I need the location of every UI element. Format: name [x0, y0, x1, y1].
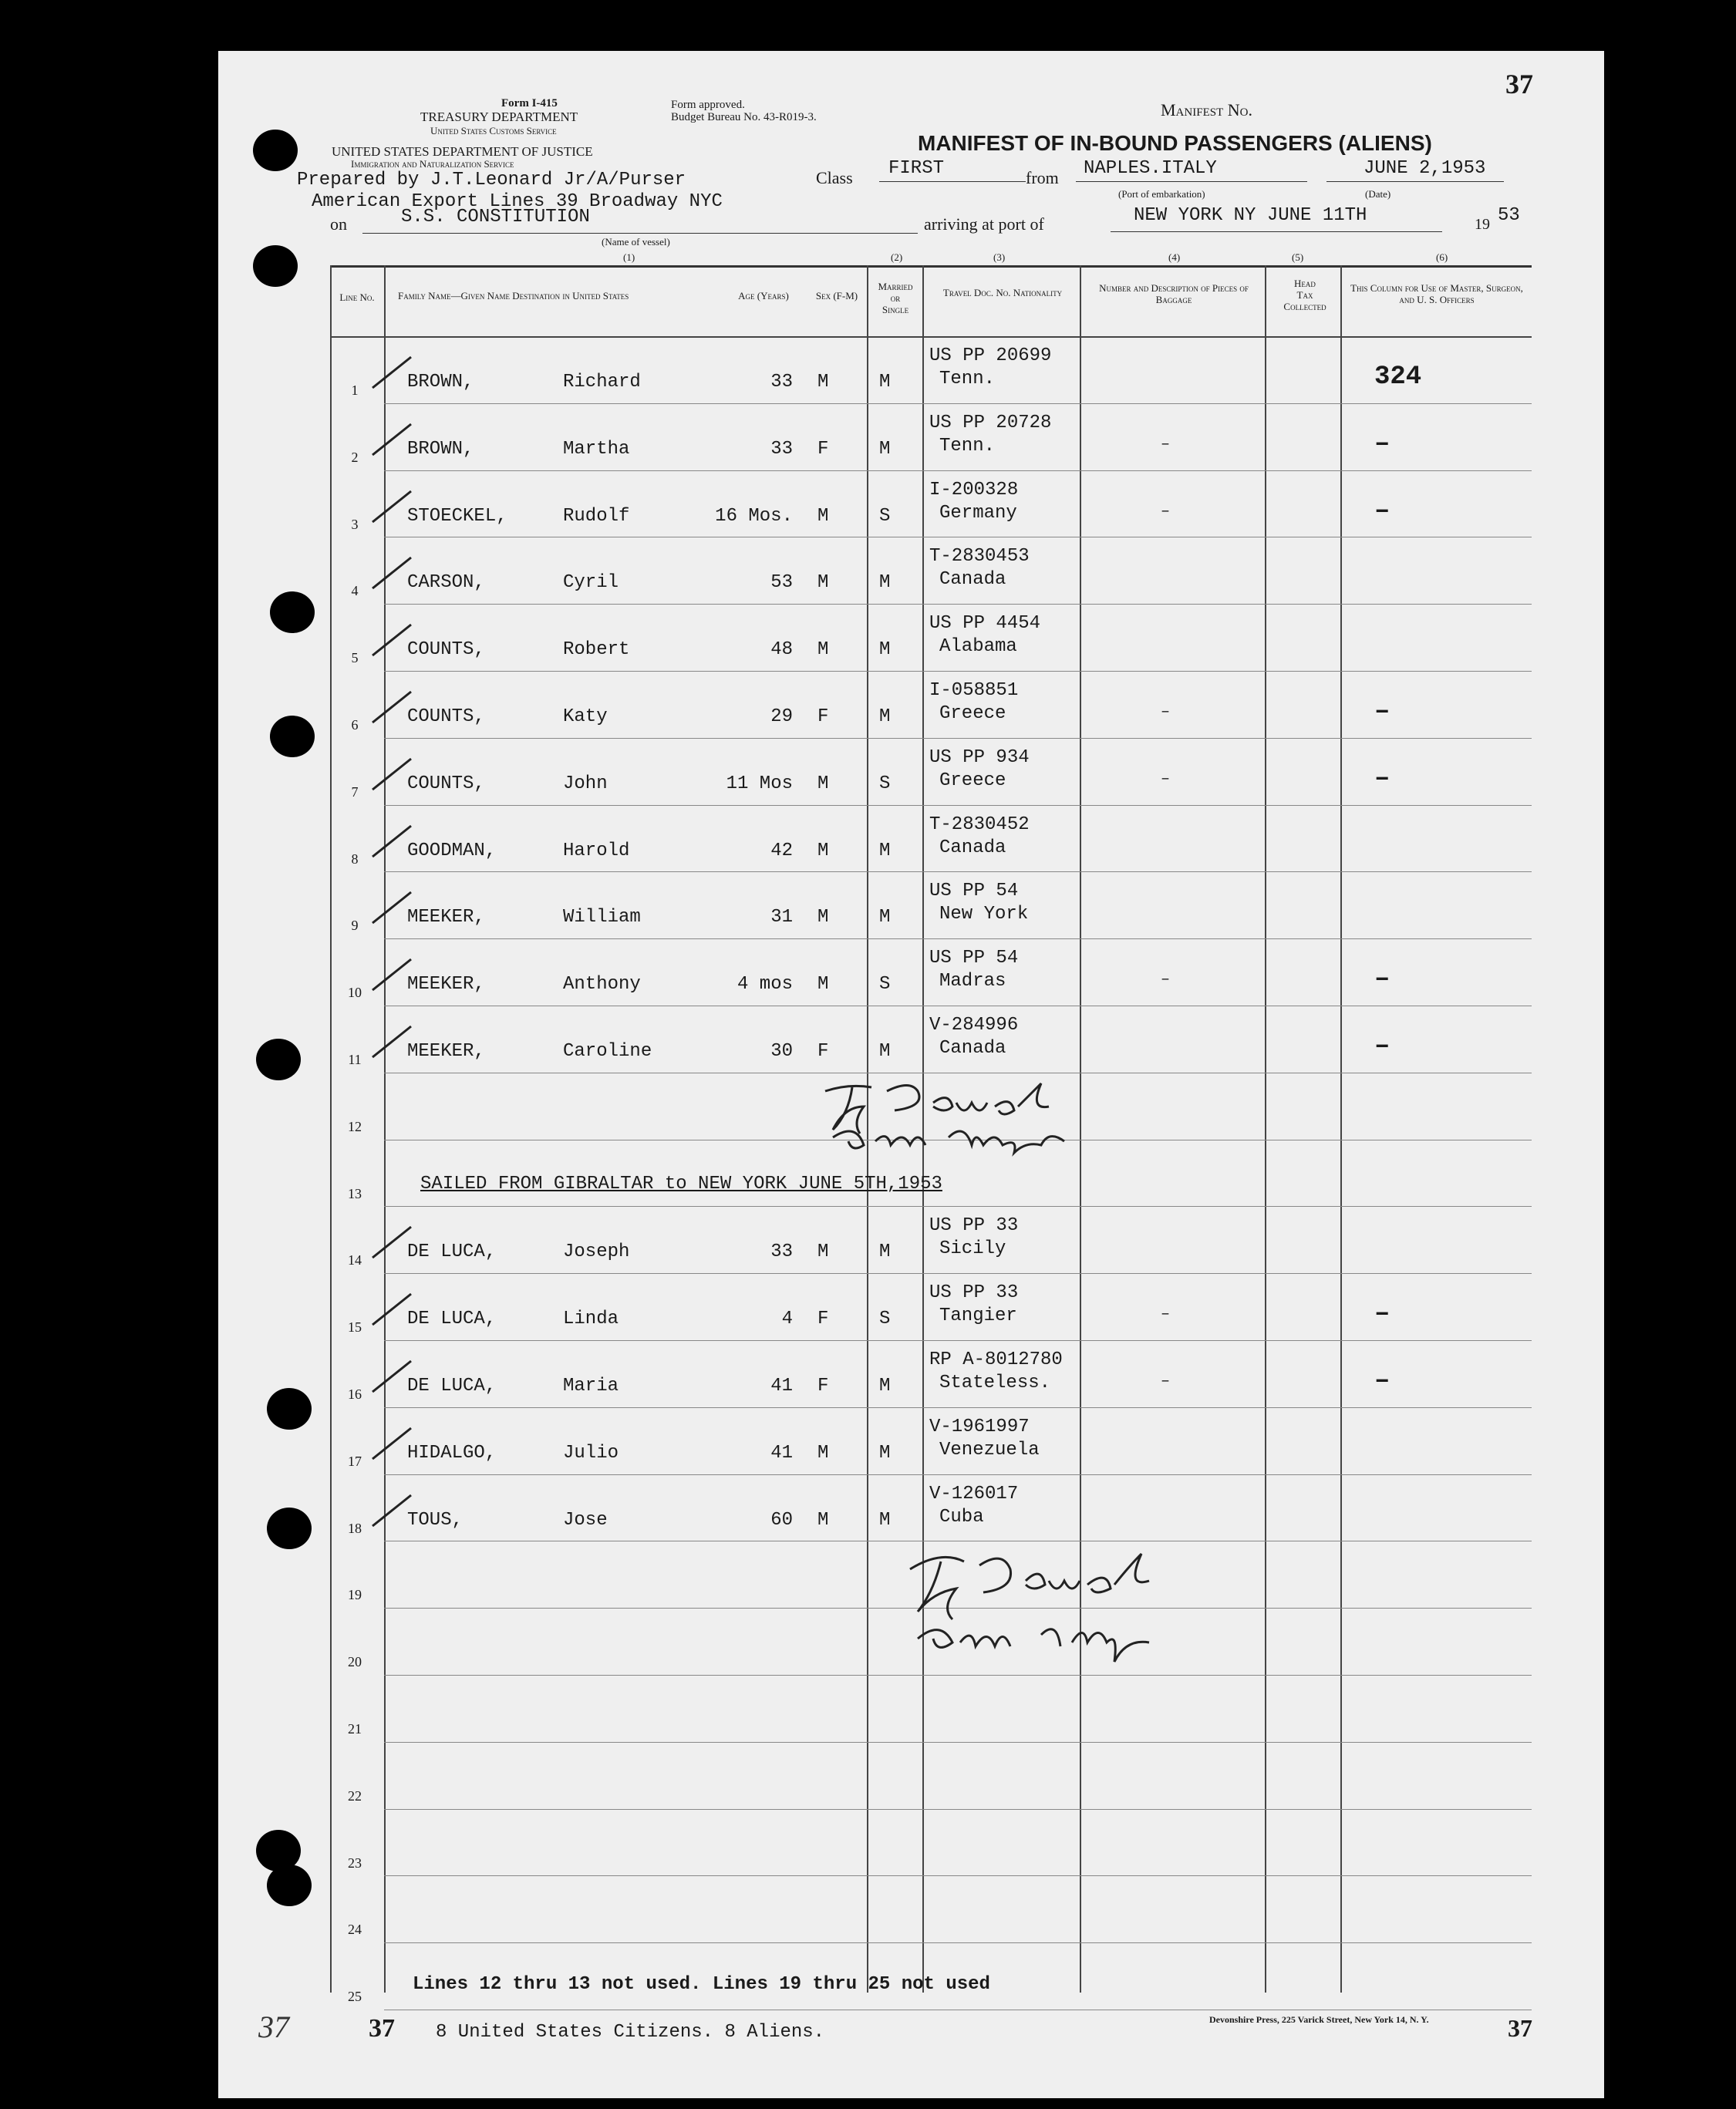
sex: M: [817, 572, 829, 594]
ins-service: Immigration and Naturalization Service: [351, 158, 514, 170]
table-row: [0, 739, 1736, 806]
sex: M: [817, 1241, 829, 1263]
checkmark-icon: [369, 1223, 415, 1262]
manifest-no-label: Manifest No.: [1161, 100, 1252, 120]
col-num-5: (5): [1292, 251, 1304, 263]
punch-hole: [253, 245, 298, 287]
age: 41: [770, 1442, 793, 1464]
sex: F: [817, 706, 829, 727]
marital-status: S: [879, 505, 891, 527]
checkmark-icon: [369, 1022, 415, 1061]
given-name: Anthony: [563, 974, 641, 996]
arrival-port: NEW YORK NY JUNE 11TH: [1134, 205, 1367, 226]
marital-status: S: [879, 974, 891, 996]
line-number: 22: [348, 1787, 362, 1804]
travel-doc-number: US PP 54: [929, 948, 1019, 969]
family-name: MEEKER,: [407, 1041, 485, 1062]
travel-doc-number: US PP 4454: [929, 613, 1041, 635]
sex: F: [817, 1309, 829, 1330]
table-row: [0, 1476, 1736, 1542]
sex: M: [817, 372, 829, 392]
form-approved: Form approved.: [671, 99, 745, 111]
vessel-name: S.S. CONSTITUTION: [401, 207, 590, 227]
row-rule: [384, 1206, 1532, 1207]
age: 33: [770, 1241, 793, 1263]
given-name: Joseph: [563, 1241, 630, 1263]
justice-dept: UNITED STATES DEPARTMENT OF JUSTICE: [332, 144, 593, 159]
officer-note: –: [1374, 965, 1390, 995]
family-name: DE LUCA,: [407, 1241, 497, 1263]
row-rule: [384, 738, 1532, 739]
travel-doc-number: US PP 20728: [929, 412, 1052, 433]
given-name: Robert: [563, 639, 630, 661]
travel-doc-number: US PP 934: [929, 746, 1030, 768]
row-rule: [384, 1340, 1532, 1341]
baggage-mark: –: [1161, 971, 1171, 989]
nationality: Greece: [939, 703, 1006, 724]
line-number: 14: [348, 1252, 362, 1268]
nationality: Sicily: [939, 1238, 1006, 1260]
travel-doc-number: US PP 54: [929, 881, 1019, 902]
given-name: Martha: [563, 438, 630, 460]
marital-status: M: [879, 372, 891, 392]
col-line: Line No.: [339, 291, 375, 303]
line-number: 17: [348, 1453, 362, 1469]
line-number: 5: [351, 650, 359, 666]
marital-status: M: [879, 1376, 891, 1396]
age: 30: [770, 1041, 793, 1062]
age: 29: [770, 706, 793, 727]
nationality: Cuba: [939, 1506, 984, 1528]
family-name: COUNTS,: [407, 639, 485, 661]
baggage-mark: –: [1161, 1305, 1171, 1324]
table-row: [0, 873, 1736, 939]
table-row: [0, 1811, 1736, 1877]
sex: M: [817, 1509, 829, 1531]
nationality: New York: [939, 904, 1029, 925]
col-officers: This Column for Use of Master, Surgeon, and U. S. Officers: [1350, 282, 1523, 305]
checkmark-icon: [369, 1491, 415, 1530]
family-name: TOUS,: [407, 1509, 463, 1531]
baggage-mark: –: [1161, 502, 1171, 521]
family-name: MEEKER,: [407, 974, 485, 996]
travel-doc-number: RP A-8012780: [929, 1349, 1063, 1370]
row-rule: [384, 671, 1532, 672]
line-number: 6: [351, 717, 359, 733]
page-number-footer: 37: [369, 2014, 395, 2043]
family-name: COUNTS,: [407, 773, 485, 794]
baggage-mark: –: [1161, 1373, 1171, 1390]
age: 41: [770, 1376, 793, 1396]
line-number: 11: [348, 1052, 362, 1067]
officer-note: –: [1374, 763, 1390, 793]
table-row: [0, 1743, 1736, 1810]
table-row: [0, 538, 1736, 605]
col-num-3: (3): [993, 251, 1006, 263]
sex: M: [817, 974, 829, 996]
nationality: Madras: [939, 971, 1006, 992]
line-number: 7: [351, 783, 359, 800]
row-rule: [384, 1273, 1532, 1274]
col-num-6: (6): [1436, 251, 1448, 263]
travel-doc-number: T-2830453: [929, 546, 1030, 568]
baggage-mark: –: [1161, 435, 1171, 453]
family-name: DE LUCA,: [407, 1376, 497, 1396]
checkmark-icon: [369, 353, 415, 392]
age: 42: [770, 840, 793, 861]
officer-note: –: [1374, 496, 1390, 526]
sex: M: [817, 639, 829, 661]
form-id: Form I-415: [501, 97, 558, 109]
line-number: 1: [351, 382, 359, 398]
row-rule: [384, 470, 1532, 471]
treasury-dept: TREASURY DEPARTMENT: [420, 109, 578, 124]
line-number: 9: [351, 918, 359, 934]
given-name: Harold: [563, 840, 630, 861]
manifest-title: MANIFEST OF IN-BOUND PASSENGERS (ALIENS): [918, 131, 1432, 155]
class-label: Class: [816, 168, 853, 187]
nationality: Tangier: [939, 1305, 1017, 1327]
marital-status: M: [879, 840, 891, 861]
row-rule: [384, 805, 1532, 806]
col-num-2: (2): [891, 251, 903, 263]
family-name: GOODMAN,: [407, 840, 497, 861]
age: 4 mos: [737, 974, 793, 996]
checkmark-icon: [369, 1424, 415, 1463]
printer-imprint: Devonshire Press, 225 Varick Street, New York 14, N. Y.: [1209, 2014, 1429, 2025]
marital-status: M: [879, 706, 891, 727]
travel-doc-number: V-1961997: [929, 1416, 1030, 1437]
col-num-1: (1): [623, 251, 635, 263]
given-name: Rudolf: [563, 505, 630, 527]
checkmark-icon: [369, 688, 415, 726]
travel-doc-number: T-2830452: [929, 814, 1030, 835]
marital-status: M: [879, 1041, 891, 1062]
on-label: on: [330, 214, 347, 234]
page-number-right: 37: [1508, 2014, 1532, 2042]
given-name: Linda: [563, 1309, 619, 1330]
table-row: [0, 605, 1736, 672]
col-head-tax: Head Tax Collected: [1283, 278, 1326, 312]
table-row: [0, 1877, 1736, 1943]
page-number: 37: [1505, 69, 1533, 99]
line-number: 18: [348, 1520, 362, 1536]
marital-status: M: [879, 1442, 891, 1464]
row-rule: [384, 1407, 1532, 1408]
family-name: BROWN,: [407, 438, 474, 460]
nationality: Tenn.: [939, 435, 996, 457]
row-rule: [384, 403, 1532, 404]
sex: F: [817, 438, 829, 460]
line-number: 20: [348, 1654, 362, 1670]
line-number: 12: [348, 1118, 362, 1134]
row-rule: [384, 938, 1532, 939]
col-name: Family Name—Given Name Destination in United States: [398, 290, 629, 302]
line-number: 16: [348, 1386, 362, 1402]
from-label: from: [1026, 168, 1059, 187]
row-rule: [384, 1742, 1532, 1743]
table-row: [0, 1342, 1736, 1408]
given-name: John: [563, 773, 608, 794]
checkmark-icon: [369, 755, 415, 793]
family-name: MEEKER,: [407, 907, 485, 928]
table-row: [0, 1208, 1736, 1274]
family-name: BROWN,: [407, 372, 474, 392]
table-row: [0, 1676, 1736, 1743]
table-row: [0, 807, 1736, 873]
travel-doc-number: I-200328: [929, 479, 1019, 500]
age: 33: [770, 372, 793, 392]
nationality: Venezuela: [939, 1439, 1040, 1460]
prepared-by: Prepared by J.T.Leonard Jr/A/Purser: [297, 170, 686, 190]
nationality: Tenn.: [939, 369, 996, 389]
embark-date: JUNE 2,1953: [1364, 158, 1486, 179]
checkmark-icon: [369, 1357, 415, 1396]
checkmark-icon: [369, 420, 415, 459]
col-travel-doc: Travel Doc. No. Nationality: [942, 287, 1063, 298]
officer-note: –: [1374, 429, 1390, 459]
table-row: [0, 672, 1736, 739]
marital-status: M: [879, 1241, 891, 1263]
passenger-summary: 8 United States Citizens. 8 Aliens.: [436, 2022, 825, 2043]
marital-status: S: [879, 1309, 891, 1330]
baggage-mark: –: [1161, 770, 1171, 788]
travel-doc-number: US PP 20699: [929, 345, 1052, 366]
checkmark-icon: [369, 822, 415, 861]
arrival-year: 53: [1498, 205, 1520, 226]
marital-status: M: [879, 438, 891, 460]
given-name: William: [563, 907, 641, 928]
marital-status: M: [879, 572, 891, 594]
given-name: Cyril: [563, 572, 619, 594]
nationality: Germany: [939, 502, 1017, 524]
age: 11 Mos: [726, 773, 793, 794]
marital-status: M: [879, 1509, 891, 1531]
table-row: [0, 338, 1736, 404]
col-age: Age (Years): [738, 290, 789, 302]
line-number: 21: [348, 1721, 362, 1737]
vessel-caption: (Name of vessel): [602, 236, 670, 248]
sex: M: [817, 840, 829, 861]
nationality: Stateless.: [939, 1373, 1051, 1393]
line-number: 10: [348, 985, 362, 1001]
checkmark-icon: [369, 487, 415, 526]
line-number: 15: [348, 1319, 362, 1336]
table-row: [0, 1007, 1736, 1073]
unused-lines-note: Lines 12 thru 13 not used. Lines 19 thru 25 not used: [413, 1974, 990, 1995]
col-num-4: (4): [1168, 251, 1181, 263]
line-number: 23: [348, 1855, 362, 1871]
marital-status: M: [879, 907, 891, 928]
punch-hole: [253, 130, 298, 171]
table-row: [0, 405, 1736, 471]
year-prefix: 19: [1475, 216, 1490, 233]
sex: M: [817, 505, 829, 527]
officer-note: –: [1374, 1032, 1390, 1061]
line-number: 2: [351, 449, 359, 465]
given-name: Jose: [563, 1509, 608, 1531]
given-name: Caroline: [563, 1041, 652, 1062]
family-name: CARSON,: [407, 572, 485, 594]
row-rule: [384, 1809, 1532, 1810]
travel-doc-number: V-284996: [929, 1015, 1019, 1036]
family-name: DE LUCA,: [407, 1309, 497, 1330]
family-name: HIDALGO,: [407, 1442, 497, 1464]
family-name: COUNTS,: [407, 706, 485, 727]
nationality: Canada: [939, 1038, 1006, 1059]
sex: F: [817, 1041, 829, 1062]
table-row: [0, 940, 1736, 1006]
given-name: Richard: [563, 372, 641, 392]
class-value: FIRST: [888, 158, 945, 179]
row-rule: [384, 1875, 1532, 1876]
budget-bureau: Budget Bureau No. 43-R019-3.: [671, 111, 817, 123]
checkmark-icon: [369, 621, 415, 659]
age: 16 Mos.: [715, 505, 793, 527]
checkmark-icon: [369, 888, 415, 927]
travel-doc-number: V-126017: [929, 1483, 1019, 1504]
table-row: [0, 1409, 1736, 1475]
officer-note: –: [1374, 1366, 1390, 1396]
given-name: Julio: [563, 1442, 619, 1464]
customs-service: United States Customs Service: [430, 125, 557, 136]
line-number: 8: [351, 851, 359, 867]
row-rule: [384, 1942, 1532, 1943]
age: 33: [770, 438, 793, 460]
line-number: 3: [351, 516, 359, 532]
nationality: Canada: [939, 569, 1006, 591]
line-number: 4: [351, 583, 359, 599]
age: 60: [770, 1509, 793, 1531]
officer-note: –: [1374, 697, 1390, 726]
officer-note: 324: [1374, 362, 1422, 392]
marital-status: S: [879, 773, 891, 794]
row-rule: [384, 871, 1532, 872]
table-row: [0, 1275, 1736, 1341]
checkmark-icon: [369, 955, 415, 994]
embarkation-port: NAPLES.ITALY: [1084, 158, 1217, 179]
shipping-company: American Export Lines 39 Broadway NYC: [312, 191, 723, 212]
sex: F: [817, 1376, 829, 1396]
baggage-mark: –: [1161, 703, 1171, 721]
col-sex: Sex (F-M): [815, 290, 858, 302]
line-number: 25: [348, 1989, 362, 2005]
embarkation-caption: (Port of embarkation): [1118, 188, 1205, 200]
row-rule: [384, 1474, 1532, 1475]
date-caption: (Date): [1365, 188, 1391, 200]
col-married: Married or Single: [878, 281, 913, 315]
nationality: Alabama: [939, 636, 1017, 658]
checkmark-icon: [369, 1290, 415, 1329]
sex: M: [817, 773, 829, 794]
officer-note: –: [1374, 1299, 1390, 1329]
given-name: Maria: [563, 1376, 619, 1396]
age: 31: [770, 907, 793, 928]
table-row: [0, 1542, 1736, 1609]
page-number-hand: 37: [258, 2010, 289, 2044]
sex: M: [817, 1442, 829, 1464]
age: 4: [781, 1309, 793, 1330]
travel-doc-number: US PP 33: [929, 1215, 1019, 1237]
row-rule: [384, 604, 1532, 605]
table-row: [0, 1609, 1736, 1676]
sex: M: [817, 907, 829, 928]
travel-doc-number: I-058851: [929, 680, 1019, 701]
line-number: 24: [348, 1922, 362, 1938]
checkmark-icon: [369, 554, 415, 592]
given-name: Katy: [563, 706, 608, 727]
nationality: Greece: [939, 770, 1006, 791]
line-number: 19: [348, 1587, 362, 1603]
travel-doc-number: US PP 33: [929, 1282, 1019, 1304]
marital-status: M: [879, 639, 891, 661]
line-number: 13: [348, 1185, 362, 1201]
col-baggage: Number and Description of Pieces of Baggage: [1099, 282, 1249, 305]
nationality: Canada: [939, 837, 1006, 858]
table-row: [0, 472, 1736, 538]
sailed-note: SAILED FROM GIBRALTAR to NEW YORK JUNE 5TH,1953: [420, 1174, 942, 1194]
age: 53: [770, 572, 793, 594]
arriving-label: arriving at port of: [924, 214, 1044, 234]
family-name: STOECKEL,: [407, 505, 507, 527]
age: 48: [770, 639, 793, 661]
